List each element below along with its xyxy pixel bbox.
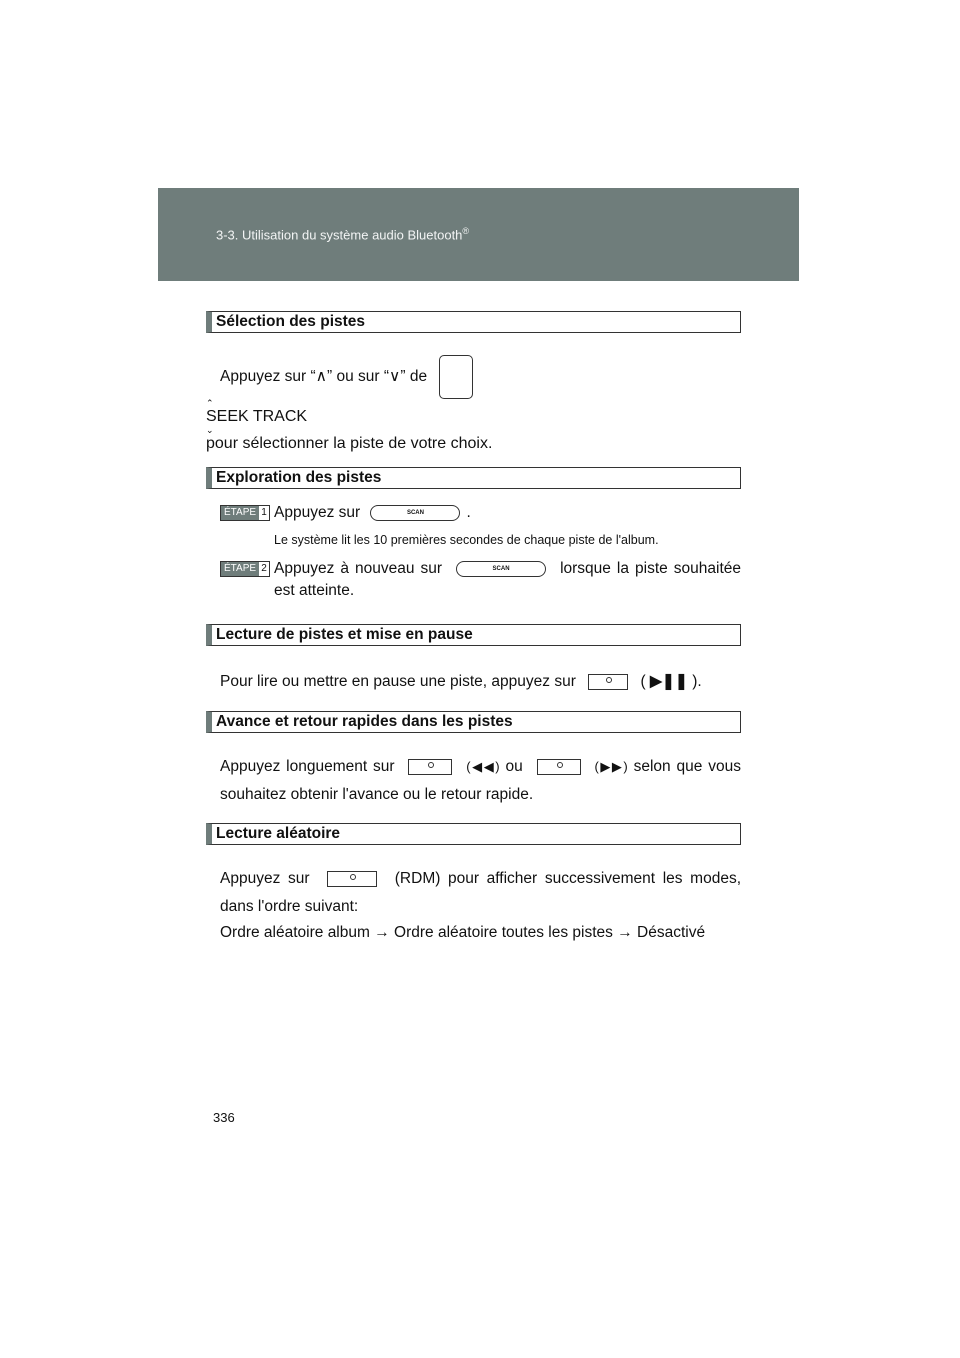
step-number: 2 <box>261 563 267 574</box>
step-badge <box>220 505 270 521</box>
step-1 <box>206 499 741 549</box>
step-1-note: Le système lit les 10 premières secondes de chaque piste de l'album. <box>274 533 659 547</box>
fast-text-or: ou <box>505 758 523 776</box>
selection-text-b: ” ou sur “ <box>327 368 390 386</box>
step-label: ÉTAPE <box>221 506 259 520</box>
chapter-title <box>216 226 469 242</box>
step-1-body <box>274 499 741 549</box>
preset-button-icon <box>588 674 628 690</box>
seek-track-button-icon <box>439 355 473 399</box>
preset-button-icon <box>537 759 581 775</box>
fast-text-a: Appuyez longuement sur <box>220 758 395 776</box>
playback-text: Pour lire ou mettre en pause une piste, appuyez sur <box>220 673 576 690</box>
chevron-up-icon: ⌃ <box>206 398 214 408</box>
selection-text-a: Appuyez sur “ <box>220 368 316 386</box>
section-title-fast: Avance et retour rapides dans les pistes <box>206 711 741 733</box>
step-1-text <box>274 499 741 527</box>
step-1-text-a: Appuyez sur <box>274 504 361 521</box>
step-2-text-b: lorsque la piste souhaitée est atteinte. <box>274 560 741 599</box>
random-instruction <box>206 865 741 921</box>
step-2-text <box>274 558 741 602</box>
section-title-exploration: Exploration des pistes <box>206 467 741 489</box>
page-content <box>206 311 741 945</box>
close-paren: ). <box>692 673 702 690</box>
step-2-text-a: Appuyez à nouveau sur <box>274 560 443 577</box>
step-1-text-b: . <box>466 504 471 521</box>
page-number: 336 <box>213 1110 235 1125</box>
section-title-selection: Sélection des pistes <box>206 311 741 333</box>
scan-button-icon: SCAN <box>456 561 546 577</box>
registered-mark: ® <box>462 226 470 236</box>
random-modes <box>206 921 741 945</box>
random-mode-3: Désactivé <box>637 924 706 942</box>
section-title-playback: Lecture de pistes et mise en pause <box>206 624 741 646</box>
chapter-header <box>158 188 799 281</box>
step-2 <box>206 555 741 602</box>
random-text-b: (RDM) pour afficher successivement les modes, dans l'ordre suivant: <box>220 870 741 916</box>
random-mode-1: Ordre aléatoire album <box>220 924 370 942</box>
random-text-a: Appuyez sur <box>220 870 310 888</box>
fast-instruction <box>206 753 741 809</box>
playback-instruction <box>206 668 741 696</box>
step-2-body <box>274 555 741 602</box>
arrow-icon: → <box>374 924 390 942</box>
step-label: ÉTAPE <box>221 562 259 576</box>
chevron-down-icon: ⌄ <box>206 425 214 435</box>
play-pause-icon: ▶❚❚ <box>649 673 688 690</box>
down-symbol: ∨ <box>389 368 401 386</box>
fast-text-b: selon que vous souhaitez obtenir l'avance ou le retour rapide. <box>220 758 741 804</box>
section-title-random: Lecture aléatoire <box>206 823 741 845</box>
chapter-title-text: 3-3. Utilisation du système audio Bluetooth <box>216 227 463 243</box>
selection-instruction <box>206 355 741 399</box>
random-mode-2: Ordre aléatoire toutes les pistes <box>394 924 613 942</box>
preset-button-icon <box>408 759 452 775</box>
selection-text-d: pour sélectionner la piste de votre choix. <box>206 435 493 452</box>
rewind-icon: (◀◀) <box>466 759 500 774</box>
scan-button-icon: SCAN <box>370 505 460 521</box>
seek-track-label: SEEK TRACK <box>206 408 308 425</box>
up-symbol: ∧ <box>315 368 327 386</box>
step-badge <box>220 561 270 577</box>
step-number: 1 <box>261 507 267 518</box>
open-paren: ( <box>640 673 646 690</box>
arrow-icon: → <box>617 924 633 942</box>
selection-text-c: ” de <box>400 368 428 386</box>
fast-forward-icon: (▶▶) <box>594 759 628 774</box>
preset-button-icon <box>327 871 377 887</box>
